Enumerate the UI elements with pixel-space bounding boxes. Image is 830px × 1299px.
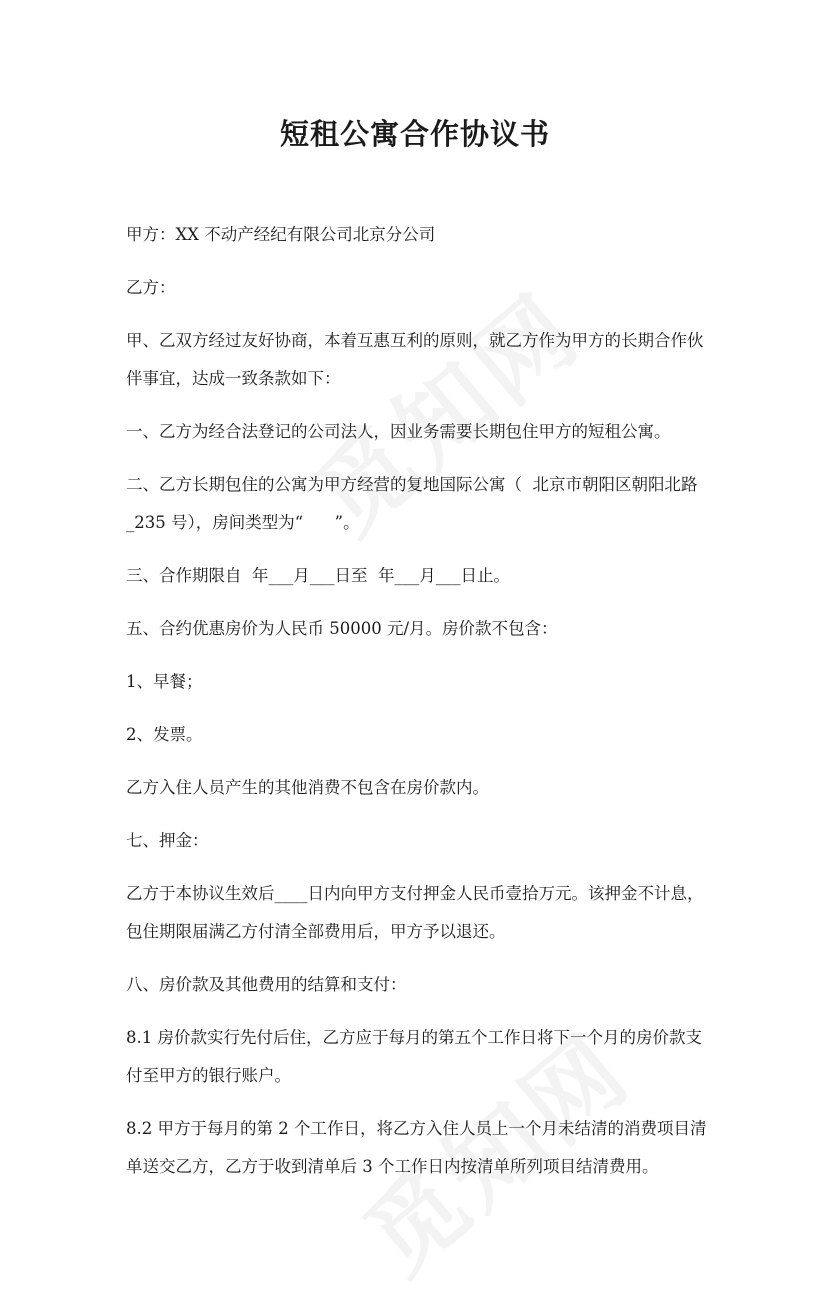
- document-title: 短租公寓合作协议书: [279, 117, 550, 151]
- party-a-line: 甲方：XX 不动产经纪有限公司北京分公司: [126, 225, 436, 244]
- deposit-paragraph: 乙方于本协议生效后____日内向甲方支付押金人民币壹拾万元。该押金不计息，包住期限届满乙方付清全部费用后，甲方予以退还。: [126, 884, 704, 941]
- clause-8-2: 8.2 甲方于每月的第 2 个工作日，将乙方入住人员上一个月未结清的消费项目清单送交乙方，乙方于收到清单后 3 个工作日内按清单所列项目结清费用。: [126, 1119, 707, 1176]
- other-consumption-note: 乙方入住人员产生的其他消费不包含在房价款内。: [126, 778, 489, 797]
- clause-2: 二、乙方长期包住的公寓为甲方经营的复地国际公寓（ 北京市朝阳区朝阳北路_235 号），房间类型为“ ”。: [126, 475, 698, 532]
- clause-8-1: 8.1 房价款实行先付后住，乙方应于每月的第五个工作日将下一个月的房价款支付至甲方的银行账户。: [126, 1028, 702, 1085]
- clause-1: 一、乙方为经合法登记的公司法人，因业务需要长期包住甲方的短租公寓。: [126, 422, 671, 441]
- exclusion-item-2: 2、发票。: [126, 725, 203, 744]
- clause-8-heading: 八、房价款及其他费用的结算和支付：: [126, 975, 407, 994]
- clause-5: 五、合约优惠房价为人民币 50000 元/月。房价款不包含：: [126, 619, 558, 638]
- party-b-line: 乙方：: [126, 278, 176, 297]
- clause-7-heading: 七、押金：: [126, 831, 209, 850]
- clause-3: 三、合作期限自 年___月___日至 年___月___日止。: [126, 566, 510, 585]
- document-body: [126, 216, 716, 1201]
- exclusion-item-1: 1、早餐；: [126, 672, 203, 691]
- preamble-paragraph: 甲、乙双方经过友好协商，本着互惠互利的原则，就乙方作为甲方的长期合作伙伴事宜，达成一致条款如下：: [126, 331, 704, 388]
